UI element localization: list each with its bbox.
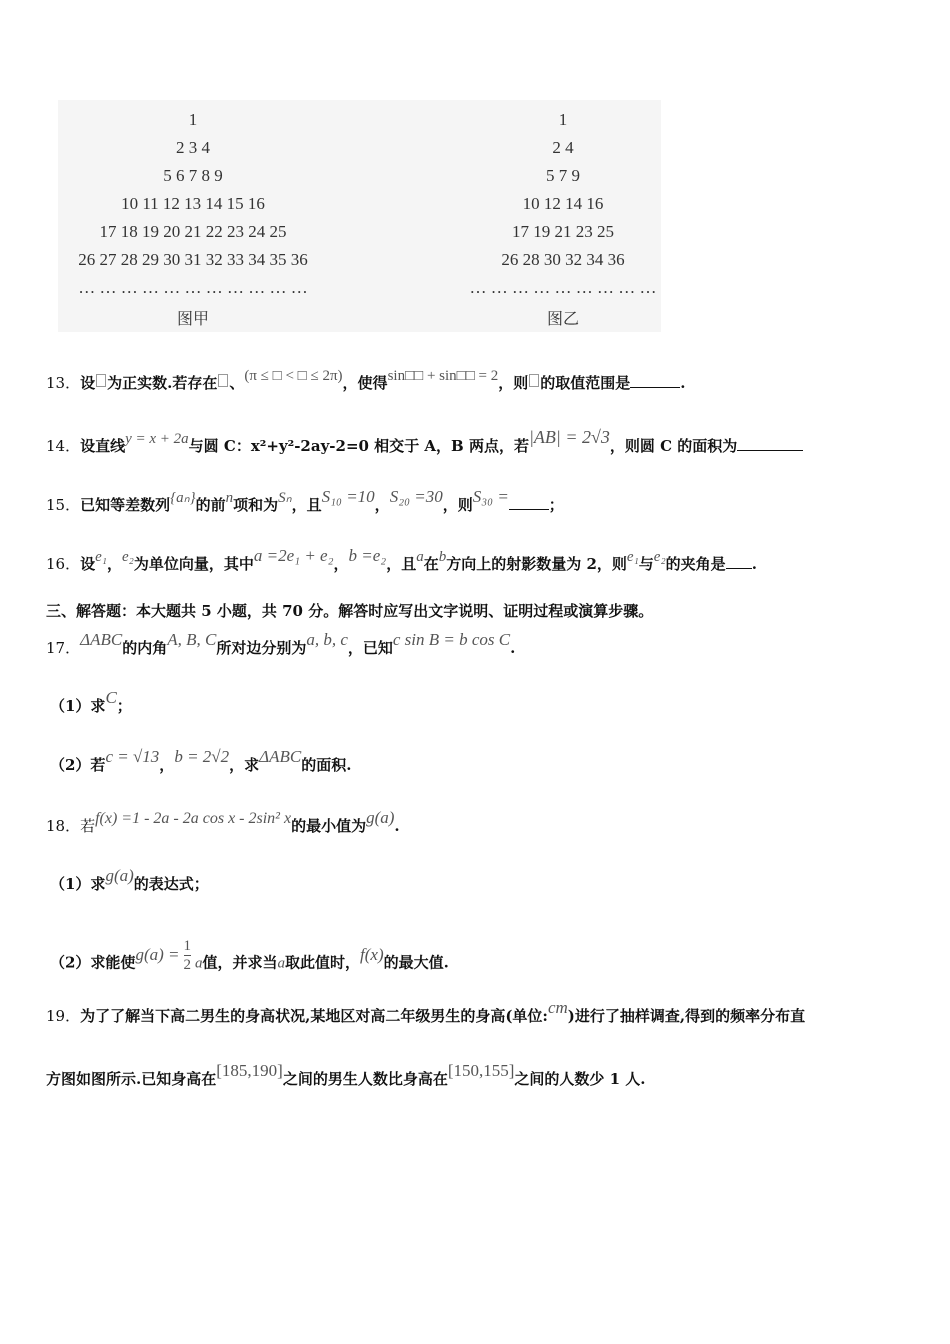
jia-row-2: 2 3 4 bbox=[176, 138, 210, 157]
answer-blank bbox=[630, 387, 680, 388]
yi-row-2: 2 4 bbox=[552, 138, 574, 157]
q18-p1-label: （1）求 bbox=[50, 875, 106, 893]
q16-text: 为单位向量，其中 bbox=[133, 555, 254, 573]
q17-text: . bbox=[510, 639, 516, 657]
q18-text: 的最小值为 bbox=[291, 817, 367, 835]
q17-p2-b: b = 2√2 bbox=[174, 747, 230, 766]
section-3-heading: 三、解答题：本大题共 5 小题，共 70 分。解答时应写出文字说明、证明过程或演算步骤。 bbox=[46, 602, 654, 620]
q16-a-eq: a =2e₁ + e₂ bbox=[253, 546, 334, 565]
q14-text: ，则圆 C 的面积为 bbox=[609, 437, 738, 455]
q19-number: 19． bbox=[46, 1007, 81, 1025]
missing-glyph-box bbox=[96, 374, 106, 387]
q13-text: 、 bbox=[229, 374, 245, 392]
q18-p1-end: 的表达式； bbox=[133, 875, 209, 893]
q18-fraction-numerator: 1 bbox=[183, 938, 191, 954]
q15-text: ， bbox=[374, 496, 390, 514]
yi-row-dots: … … … … … … … … … bbox=[469, 278, 657, 297]
answer-blank bbox=[509, 509, 549, 510]
q18-function: f(x) =1 - 2a - 2a cos x - 2sin² x bbox=[95, 810, 292, 827]
q18-fraction-denominator: 2 bbox=[183, 957, 191, 973]
q16-text: ， bbox=[106, 555, 122, 573]
q17-p2-c: c = √13 bbox=[105, 747, 160, 766]
q17-angles: A, B, C bbox=[167, 630, 217, 649]
number-triangle-figures bbox=[58, 100, 661, 332]
q14-chord-length: |AB| = 2√3 bbox=[528, 427, 610, 447]
q16-b: b bbox=[438, 549, 447, 565]
figure-yi-caption: 图乙 bbox=[546, 309, 580, 328]
q18-p2-a: a bbox=[195, 955, 203, 972]
yi-row-5: 17 19 21 23 25 bbox=[512, 222, 614, 241]
question-19-line-2 bbox=[46, 1061, 646, 1089]
jia-row-6: 26 27 28 29 30 31 32 33 34 35 36 bbox=[78, 250, 308, 269]
yi-row-1: 1 bbox=[558, 110, 568, 129]
q18-p1-g: g(a) bbox=[105, 866, 134, 885]
q17-triangle: ΔABC bbox=[80, 630, 123, 649]
q16-text: 方向上的射影数量为 2，则 bbox=[446, 555, 627, 573]
q18-g: g(a) bbox=[366, 808, 395, 827]
question-18-part-1 bbox=[50, 866, 209, 894]
q13-text: . bbox=[680, 374, 686, 392]
question-19 bbox=[46, 998, 806, 1026]
q19-text: 为了了解当下高二男生的身高状况,某地区对高二年级男生的身高(单位: bbox=[80, 1007, 548, 1025]
q13-text: 设 bbox=[80, 374, 96, 392]
q15-text: 的前 bbox=[195, 496, 226, 514]
q19-text: 之间的男生人数比身高在 bbox=[282, 1070, 448, 1088]
q19-text: 方图如图所示.已知身高在 bbox=[46, 1070, 217, 1088]
q17-number: 17． bbox=[46, 639, 81, 657]
q17-p2-text: ，求 bbox=[229, 756, 260, 774]
question-16 bbox=[46, 546, 757, 574]
question-13 bbox=[46, 368, 686, 393]
q19-range-2: [150,155] bbox=[447, 1061, 515, 1080]
q15-number: 15． bbox=[46, 496, 81, 514]
q14-number: 14． bbox=[46, 437, 81, 455]
q18-p2-label: （2）求能使 bbox=[50, 953, 136, 972]
q15-n: n bbox=[225, 490, 234, 506]
yi-row-4: 10 12 14 16 bbox=[522, 194, 604, 213]
q19-unit: cm bbox=[547, 998, 568, 1017]
q18-p2-text: 值，并求当 bbox=[202, 953, 278, 972]
question-18 bbox=[46, 808, 400, 836]
q16-text: 的夹角是 bbox=[665, 555, 726, 573]
question-17 bbox=[46, 630, 516, 658]
jia-row-dots: … … … … … … … … … … … bbox=[78, 278, 308, 297]
q17-sides: a, b, c bbox=[306, 630, 348, 649]
question-18-part-2 bbox=[50, 938, 449, 982]
q17-p1-var: C bbox=[105, 688, 117, 707]
q16-text: 与 bbox=[638, 555, 654, 573]
q16-a: a bbox=[416, 549, 424, 565]
q17-p1-label: （1）求 bbox=[50, 697, 106, 715]
q17-text: 的内角 bbox=[122, 639, 168, 657]
q18-p2-a2: a bbox=[277, 955, 286, 972]
q18-p2-fraction bbox=[184, 937, 192, 974]
q17-p2-triangle: ΔABC bbox=[259, 747, 302, 766]
q15-sequence: {aₙ} bbox=[170, 490, 196, 506]
q14-line-eq: y = x + 2a bbox=[125, 431, 189, 447]
figure-jia-caption: 图甲 bbox=[176, 309, 210, 328]
answer-blank bbox=[726, 568, 752, 569]
missing-glyph-box bbox=[218, 374, 228, 387]
q13-interval: (π ≤ □ < □ ≤ 2π) bbox=[244, 368, 343, 384]
q16-e1b: e₁ bbox=[626, 549, 639, 565]
q16-text: . bbox=[751, 555, 757, 573]
q17-text: 所对边分别为 bbox=[216, 639, 307, 657]
q14-text: 与圆 C：x²+y²-2ay-2=0 相交于 A，B 两点，若 bbox=[188, 437, 529, 455]
q16-text: 设 bbox=[80, 555, 96, 573]
q13-number: 13． bbox=[46, 374, 81, 392]
question-17-part-2 bbox=[50, 747, 352, 775]
q16-b-eq: b =e₂ bbox=[348, 546, 387, 565]
q17-p2-end: 的面积. bbox=[301, 756, 352, 774]
q13-text: 为正实数.若存在 bbox=[107, 374, 218, 392]
question-15 bbox=[46, 487, 564, 515]
q14-text: 设直线 bbox=[80, 437, 126, 455]
q16-number: 16． bbox=[46, 555, 81, 573]
q16-e2b: e₂ bbox=[653, 549, 666, 565]
q16-e2: e₂ bbox=[122, 549, 134, 565]
q17-condition: c sin B = b cos C bbox=[392, 630, 511, 649]
q18-p2-text: 取此值时， bbox=[285, 953, 361, 972]
q19-text: )进行了抽样调查,得到的频率分布直 bbox=[567, 1007, 806, 1025]
q15-sn: Sₙ bbox=[278, 490, 292, 506]
q17-p1-end: ； bbox=[116, 697, 132, 715]
yi-row-6: 26 28 30 32 34 36 bbox=[501, 250, 625, 269]
q16-text: ， bbox=[333, 555, 349, 573]
q18-p2-f: f(x) bbox=[360, 944, 384, 964]
missing-glyph-box bbox=[529, 374, 539, 387]
jia-row-5: 17 18 19 20 21 22 23 24 25 bbox=[99, 222, 287, 241]
q15-s30: S₃₀ = bbox=[472, 487, 509, 506]
jia-row-1: 1 bbox=[188, 110, 198, 129]
q17-p2-sep: ， bbox=[159, 756, 175, 774]
q18-number: 18．若 bbox=[46, 817, 96, 835]
q15-s10: S₁₀ =10 bbox=[321, 487, 375, 506]
q19-range-1: [185,190] bbox=[216, 1061, 283, 1080]
q18-text: . bbox=[394, 817, 400, 835]
q18-p2-g: g(a) = bbox=[135, 944, 180, 964]
q17-p2-label: （2）若 bbox=[50, 756, 106, 774]
q17-text: ，已知 bbox=[347, 639, 393, 657]
answer-blank bbox=[737, 450, 803, 451]
q15-text: 项和为 bbox=[233, 496, 279, 514]
jia-row-4: 10 11 12 13 14 15 16 bbox=[121, 194, 265, 213]
q13-equation: sin□□ + sin□□ = 2 bbox=[387, 368, 499, 384]
question-14 bbox=[46, 427, 803, 456]
q19-text: 之间的人数少 1 人. bbox=[514, 1070, 646, 1088]
q15-text: 已知等差数列 bbox=[80, 496, 171, 514]
q16-e1: e₁ bbox=[95, 549, 107, 565]
q15-s20: S₂₀ =30 bbox=[389, 487, 443, 506]
q16-text: 在 bbox=[423, 555, 439, 573]
q13-text: ，使得 bbox=[342, 374, 388, 392]
q18-p2-end: 的最大值. bbox=[383, 953, 449, 972]
q16-text: ，且 bbox=[386, 555, 417, 573]
jia-row-3: 5 6 7 8 9 bbox=[163, 166, 223, 185]
q15-text: ； bbox=[548, 496, 564, 514]
q15-text: ，且 bbox=[291, 496, 322, 514]
question-17-part-1 bbox=[50, 688, 132, 716]
yi-row-3: 5 7 9 bbox=[546, 166, 580, 185]
q13-text: ，则 bbox=[498, 374, 529, 392]
q15-text: ，则 bbox=[442, 496, 473, 514]
q13-text: 的取值范围是 bbox=[540, 374, 631, 392]
